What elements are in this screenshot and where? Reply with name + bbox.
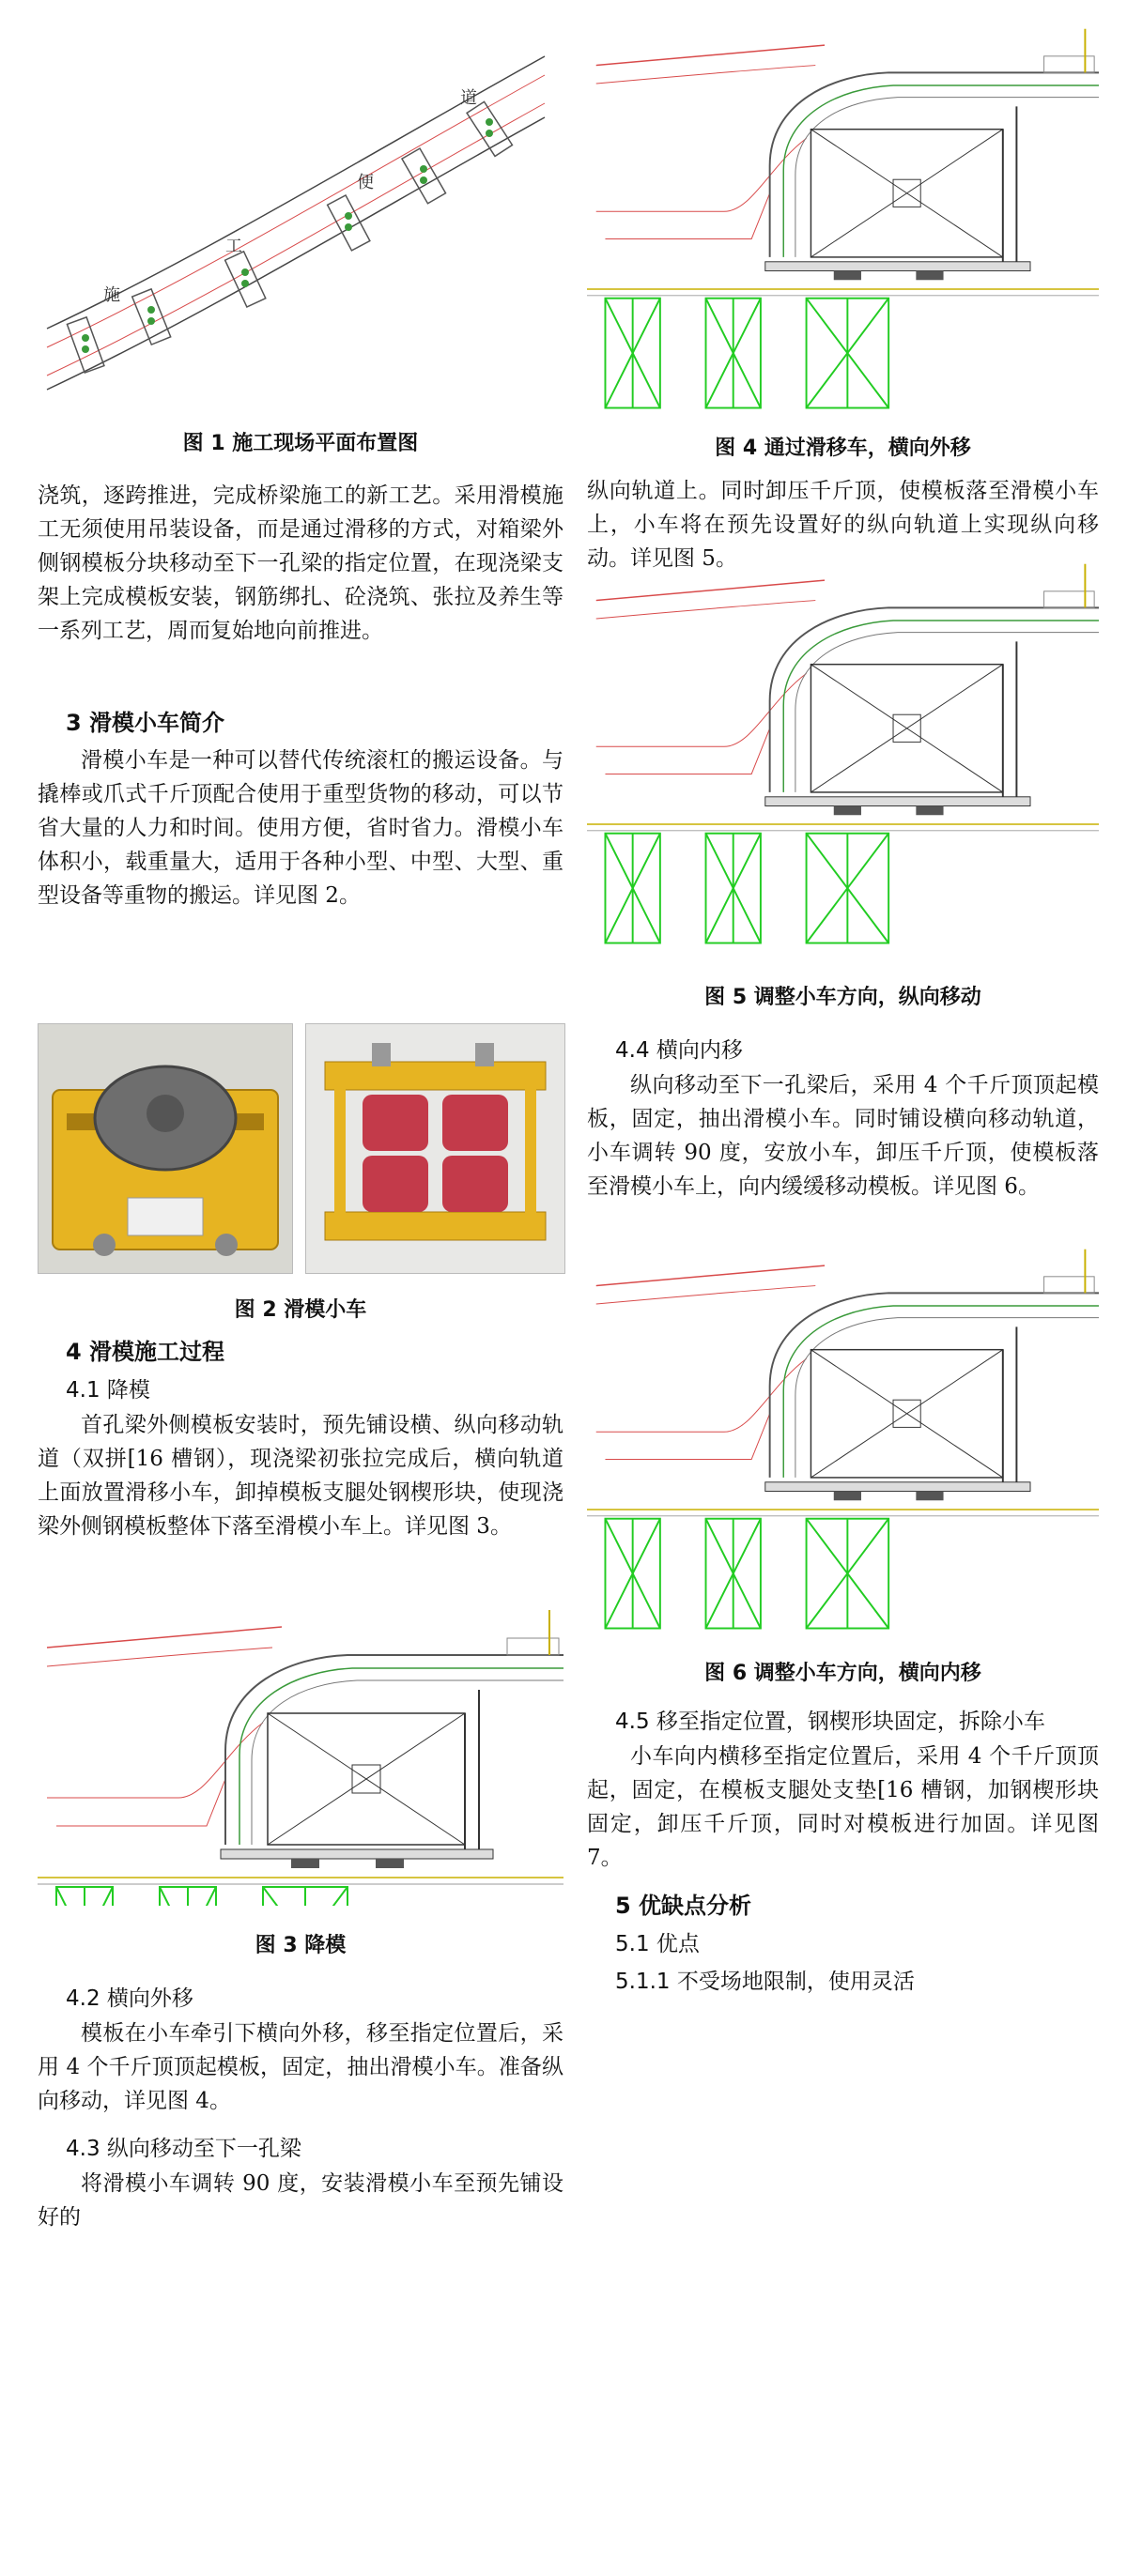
section-4-2-text: 模板在小车牵引下横向外移，移至指定位置后，采用 4 个千斤顶顶起模板，固定，抽出滑模小车。准备纵向移动，详见图 4。 xyxy=(38,2021,564,2113)
section-4-4-heading: 4.4 横向内移 xyxy=(615,1038,743,1063)
fig3-caption: 图 3 降模 xyxy=(255,1934,347,1957)
section-4-1-text: 首孔梁外侧模板安装时，预先铺设横、纵向移动轨道（双拼[16 槽钢），现浇梁初张拉完成后，横向轨道上面放置滑移小车，卸掉模板支腿处钢楔形块，使现浇梁外侧钢模板整体下落至滑模小车上。详见图 3。 xyxy=(38,1413,564,1539)
trolley-photo-left xyxy=(38,1023,293,1274)
fig5-diagram xyxy=(587,563,1099,948)
paragraph-longitudinal: 纵向轨道上。同时卸压千斤顶，使模板落至滑模小车上，小车将在预先设置好的纵向轨道上实现纵向移动。详见图 5。 xyxy=(587,479,1099,571)
section-4-2-heading: 4.2 横向外移 xyxy=(66,1986,193,2011)
fig1-caption: 图 1 施工现场平面布置图 xyxy=(182,432,419,455)
fig5-caption: 图 5 调整小车方向，纵向移动 xyxy=(704,986,981,1009)
section-3-heading: 3 滑模小车简介 xyxy=(66,710,225,736)
section-5-heading: 5 优缺点分析 xyxy=(615,1893,752,1919)
fig4-caption: 图 4 通过滑移车，横向外移 xyxy=(715,437,971,460)
lowering-diagram xyxy=(38,1596,564,1906)
section-4-5-text: 小车向内横移至指定位置后，采用 4 个千斤顶顶起，固定，在模板支腿处支垫[16 槽钢，加钢楔形块固定，卸压千斤顶，同时对模板进行加固。详见图 7。 xyxy=(587,1744,1099,1870)
section-5-1-1-heading: 5.1.1 不受场地限制，使用灵活 xyxy=(615,1970,915,1994)
road-label-char-1: 施 xyxy=(103,285,120,305)
section-4-3-text: 将滑模小车调转 90 度，安装滑模小车至预先铺设好的 xyxy=(38,2171,564,2230)
road-label-char-4: 道 xyxy=(460,88,477,108)
trolley-photo-right xyxy=(305,1023,565,1274)
paragraph-intro: 浇筑，逐跨推进，完成桥梁施工的新工艺。采用滑模施工无须使用吊装设备，而是通过滑移的方式，对箱梁外侧钢模板分块移动至下一孔梁的指定位置，在现浇梁支架上完成模板安装，钢筋绑扎、砼浇筑、张拉及养生等一系列工艺，周而复始地向前推进。 xyxy=(38,483,564,643)
section-4-5-heading: 4.5 移至指定位置，钢楔形块固定，拆除小车 xyxy=(615,1710,1045,1734)
section-4-1-heading: 4.1 降模 xyxy=(66,1378,150,1403)
section-4-4-text: 纵向移动至下一孔梁后，采用 4 个千斤顶顶起模板，固定，抽出滑模小车。同时铺设横向移动轨道，小车调转 90 度，安放小车，卸压千斤顶，使模板落至滑模小车上，向内缓缓移动模板。详见图 6。 xyxy=(587,1073,1099,1199)
site-plan-figure xyxy=(38,19,564,394)
fig6-diagram xyxy=(587,1249,1099,1633)
road-label-char-2: 工 xyxy=(225,237,242,256)
section-4-heading: 4 滑模施工过程 xyxy=(66,1339,225,1365)
fig2-caption: 图 2 滑模小车 xyxy=(234,1298,367,1322)
fig6-caption: 图 6 调整小车方向，横向内移 xyxy=(704,1662,981,1685)
road-label-char-3: 便 xyxy=(357,173,374,192)
fig4-diagram xyxy=(587,28,1099,413)
section-4-3-heading: 4.3 纵向移动至下一孔梁 xyxy=(66,2137,301,2161)
section-5-1-heading: 5.1 优点 xyxy=(615,1932,700,1956)
section-3-text: 滑模小车是一种可以替代传统滚杠的搬运设备。与撬棒或爪式千斤顶配合使用于重型货物的移动，可以节省大量的人力和时间。使用方便，省时省力。滑模小车体积小，载重量大，适用于各种小型、中型、大型、重型设备等重物的搬运。详见图 2。 xyxy=(38,748,564,908)
